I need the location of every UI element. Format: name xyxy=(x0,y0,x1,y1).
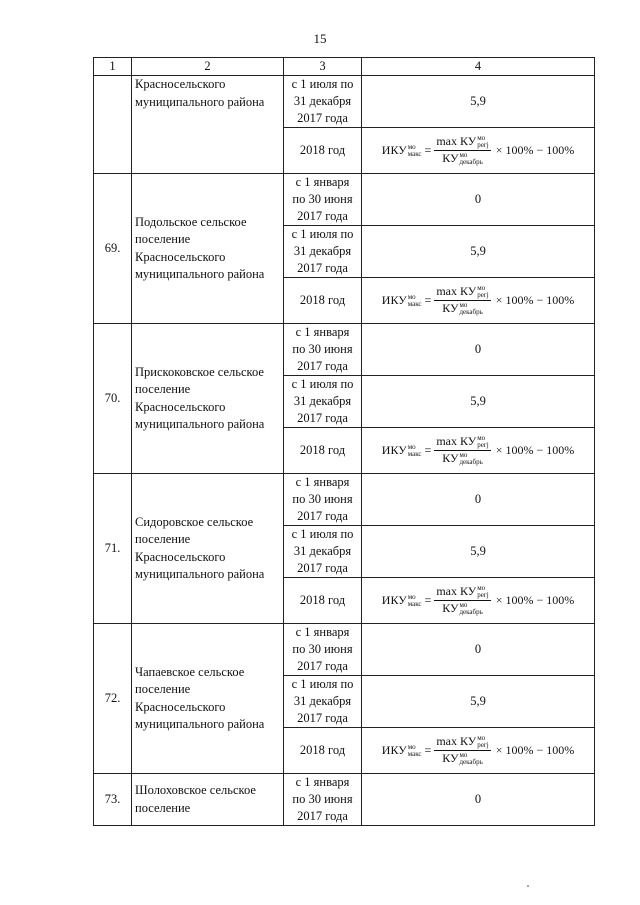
formula-rhs: × 100% − 100% xyxy=(495,743,575,757)
formula-lhs-indices xyxy=(408,294,422,308)
formula-den-sup: мо xyxy=(459,301,468,310)
formula-num-sup: мо xyxy=(477,584,486,592)
formula-lhs xyxy=(382,443,432,458)
formula-fraction xyxy=(434,735,490,767)
period-line: с 1 июля по xyxy=(291,527,354,541)
value-cell: 5,9 xyxy=(362,676,595,728)
page-number: 15 xyxy=(313,31,327,46)
formula-lhs-indices xyxy=(408,744,422,758)
period-cell xyxy=(284,324,362,376)
formula-den-text: КУ xyxy=(442,301,459,315)
formula-lhs-sub: макс xyxy=(407,150,422,159)
entity-name-line: поселение xyxy=(135,682,191,696)
period-line: 2017 года xyxy=(297,261,348,275)
entity-name-line: Сидоровское сельское xyxy=(135,514,254,529)
period-line: с 1 января xyxy=(295,475,350,489)
row-number-cell: 71. xyxy=(94,474,132,624)
entity-name-line: Красносельского xyxy=(135,699,226,714)
formula-lhs-sup: мо xyxy=(407,593,416,602)
period-cell xyxy=(284,676,362,728)
formula-rhs: × 100% − 100% xyxy=(495,593,575,607)
period-line: по 30 июня xyxy=(292,342,353,356)
entity-name-line: Подольское сельское xyxy=(135,214,247,229)
formula-lhs-sub: макс xyxy=(407,450,422,459)
entity-name-line: Красносельского xyxy=(135,249,226,264)
row-number-cell xyxy=(94,76,132,174)
formula-numerator xyxy=(434,585,490,601)
formula-den-indices xyxy=(459,752,482,766)
formula-den-text: КУ xyxy=(442,601,459,615)
formula-rhs: × 100% − 100% xyxy=(495,143,575,157)
row-number-cell: 72. xyxy=(94,624,132,774)
table-row xyxy=(94,76,595,128)
formula-numerator xyxy=(434,285,490,301)
header-cell-4: 4 xyxy=(362,58,595,76)
table-row xyxy=(94,324,595,376)
period-cell xyxy=(284,474,362,526)
period-line: 2017 года xyxy=(297,111,348,125)
formula-lhs-sup: мо xyxy=(407,293,416,302)
period-line: по 30 июня xyxy=(292,792,353,806)
period-cell xyxy=(284,128,362,174)
formula-lhs-sub: макс xyxy=(407,300,422,309)
formula-rhs: × 100% − 100% xyxy=(495,293,575,307)
period-line: 2017 года xyxy=(297,659,348,673)
formula-num-sub: регj xyxy=(477,141,489,149)
period-cell xyxy=(284,278,362,324)
formula-den-indices xyxy=(459,302,482,316)
entity-name-line: Красносельского xyxy=(135,77,226,91)
period-line: с 1 июля по xyxy=(291,377,354,391)
period-line: с 1 июля по xyxy=(291,227,354,241)
formula-num-sub: регj xyxy=(477,741,489,749)
header-cell-3: 3 xyxy=(284,58,362,76)
table-row xyxy=(94,624,595,676)
period-cell xyxy=(284,728,362,774)
formula-num-text: max КУ xyxy=(436,133,477,148)
entity-name-line: Прискоковское сельское xyxy=(135,364,264,379)
formula-denominator xyxy=(434,451,490,466)
header-cell-1: 1 xyxy=(94,58,132,76)
period-line: 2018 год xyxy=(299,593,346,607)
formula-equals: = xyxy=(421,592,432,607)
value-cell: 0 xyxy=(362,774,595,826)
formula-num-sup: мо xyxy=(477,134,486,142)
formula-lhs-indices xyxy=(408,594,422,608)
entity-name-line: поселение xyxy=(135,382,191,396)
formula-lhs-sub: макс xyxy=(407,600,422,609)
value-cell: 5,9 xyxy=(362,376,595,428)
formula-den-sup: мо xyxy=(459,751,468,760)
formula-den-sub: декабрь xyxy=(459,308,483,317)
formula-denominator xyxy=(434,601,490,616)
period-line: по 30 июня xyxy=(292,192,353,206)
formula-cell xyxy=(362,128,595,174)
formula-num-text: max КУ xyxy=(436,283,477,298)
period-cell xyxy=(284,226,362,278)
period-cell xyxy=(284,774,362,826)
formula-den-text: КУ xyxy=(442,751,459,765)
formula-den-sub: декабрь xyxy=(459,758,483,767)
formula-lhs xyxy=(382,743,432,758)
entity-name-line: поселение xyxy=(135,800,191,815)
formula-fraction xyxy=(434,585,490,617)
formula-lhs-sub: макс xyxy=(407,750,422,759)
entity-name-line: муниципального района xyxy=(135,267,265,281)
table-header-row xyxy=(94,58,595,76)
entity-name-line: Красносельского xyxy=(135,399,226,414)
scan-speck xyxy=(527,885,529,887)
period-cell xyxy=(284,624,362,676)
formula-den-sub: декабрь xyxy=(459,158,483,167)
period-line: 2017 года xyxy=(297,711,348,725)
tariff-table xyxy=(93,57,595,826)
entity-name-line: Шолоховское сельское xyxy=(135,783,256,797)
formula-den-indices xyxy=(459,602,482,616)
entity-name-cell xyxy=(132,324,284,474)
period-line: 31 декабря xyxy=(293,694,352,708)
entity-name-line: поселение xyxy=(135,232,191,246)
entity-name-line: поселение xyxy=(135,532,191,546)
entity-name-line: муниципального района xyxy=(135,717,265,731)
table-row xyxy=(94,774,595,826)
formula-lhs-sup: мо xyxy=(407,743,416,752)
formula-den-text: КУ xyxy=(442,151,459,165)
period-line: с 1 июля по xyxy=(291,677,354,691)
period-line: 2018 год xyxy=(299,443,346,457)
formula-num-indices xyxy=(477,135,488,149)
period-line: 2017 года xyxy=(297,359,348,373)
formula-equals: = xyxy=(421,292,432,307)
row-number-cell: 73. xyxy=(94,774,132,826)
formula-num-indices xyxy=(477,735,488,749)
header-cell-2: 2 xyxy=(132,58,284,76)
period-line: с 1 января xyxy=(295,175,350,189)
period-line: 2017 года xyxy=(297,411,348,425)
period-line: 31 декабря xyxy=(293,544,352,558)
formula-lhs-sup: мо xyxy=(407,443,416,452)
period-line: с 1 июля по xyxy=(291,77,354,91)
table-row xyxy=(94,174,595,226)
formula-num-indices xyxy=(477,285,488,299)
formula-equals: = xyxy=(421,142,432,157)
period-line: 2017 года xyxy=(297,561,348,575)
formula-num-sub: регj xyxy=(477,591,489,599)
value-cell: 0 xyxy=(362,324,595,376)
period-line: 2017 года xyxy=(297,209,348,223)
entity-name-line: муниципального района xyxy=(135,567,265,581)
formula-rhs: × 100% − 100% xyxy=(495,443,575,457)
formula-den-sup: мо xyxy=(459,601,468,610)
formula-cell xyxy=(362,578,595,624)
entity-name-cell xyxy=(132,174,284,324)
row-number-cell: 69. xyxy=(94,174,132,324)
value-cell: 5,9 xyxy=(362,76,595,128)
entity-name-cell xyxy=(132,624,284,774)
formula-denominator xyxy=(434,151,490,166)
formula-den-indices xyxy=(459,152,482,166)
formula-cell xyxy=(362,728,595,774)
formula-fraction xyxy=(434,285,490,317)
formula-lhs xyxy=(382,593,432,608)
formula-den-sub: декабрь xyxy=(459,458,483,467)
formula-numerator xyxy=(434,735,490,751)
formula-fraction xyxy=(434,435,490,467)
period-line: 31 декабря xyxy=(293,94,352,108)
period-line: 2018 год xyxy=(299,293,346,307)
period-line: с 1 января xyxy=(295,325,350,339)
formula-lhs xyxy=(382,143,432,158)
value-cell: 0 xyxy=(362,174,595,226)
entity-name-line: Чапаевское сельское xyxy=(135,664,245,679)
formula-lhs-indices xyxy=(408,444,422,458)
value-cell: 0 xyxy=(362,624,595,676)
formula-lhs-text: ИКУ xyxy=(381,592,407,607)
formula-num-sup: мо xyxy=(477,734,486,742)
formula-numerator xyxy=(434,435,490,451)
formula-denominator xyxy=(434,301,490,316)
formula-den-sub: декабрь xyxy=(459,608,483,617)
formula-num-sup: мо xyxy=(477,284,486,292)
entity-name-line: муниципального района xyxy=(135,94,265,109)
period-cell xyxy=(284,174,362,226)
formula-den-sup: мо xyxy=(459,451,468,460)
formula-den-indices xyxy=(459,452,482,466)
formula-equals: = xyxy=(421,742,432,757)
formula-lhs-indices xyxy=(408,144,422,158)
period-line: 2018 год xyxy=(299,143,346,157)
period-line: 2017 года xyxy=(297,509,348,523)
period-cell xyxy=(284,376,362,428)
period-cell xyxy=(284,428,362,474)
formula-lhs-text: ИКУ xyxy=(381,442,407,457)
table-row xyxy=(94,474,595,526)
period-line: по 30 июня xyxy=(292,492,353,506)
value-cell: 5,9 xyxy=(362,526,595,578)
period-line: с 1 января xyxy=(295,625,350,639)
formula-lhs-text: ИКУ xyxy=(381,292,407,307)
period-line: по 30 июня xyxy=(292,642,353,656)
period-cell xyxy=(284,526,362,578)
entity-name-cell xyxy=(132,774,284,826)
value-cell: 5,9 xyxy=(362,226,595,278)
formula-lhs xyxy=(382,293,432,308)
formula-num-sup: мо xyxy=(477,434,486,442)
entity-name-cell xyxy=(132,76,284,174)
formula-num-indices xyxy=(477,585,488,599)
formula-num-sub: регj xyxy=(477,291,489,299)
formula-lhs-text: ИКУ xyxy=(381,142,407,157)
entity-name-cell xyxy=(132,474,284,624)
period-cell xyxy=(284,76,362,128)
value-cell: 0 xyxy=(362,474,595,526)
entity-name-line: Красносельского xyxy=(135,549,226,564)
period-line: 31 декабря xyxy=(293,394,352,408)
formula-denominator xyxy=(434,751,490,766)
period-line: 2018 год xyxy=(299,743,346,757)
formula-den-sup: мо xyxy=(459,151,468,160)
formula-fraction xyxy=(434,135,490,167)
period-line: 31 декабря xyxy=(293,244,352,258)
formula-num-text: max КУ xyxy=(436,733,477,748)
formula-numerator xyxy=(434,135,490,151)
row-number-cell: 70. xyxy=(94,324,132,474)
entity-name-line: муниципального района xyxy=(135,417,265,431)
formula-lhs-text: ИКУ xyxy=(381,742,407,757)
formula-cell xyxy=(362,428,595,474)
period-line: с 1 января xyxy=(295,775,350,789)
formula-num-indices xyxy=(477,435,488,449)
formula-equals: = xyxy=(421,442,432,457)
formula-num-text: max КУ xyxy=(436,433,477,448)
formula-lhs-sup: мо xyxy=(407,143,416,152)
period-cell xyxy=(284,578,362,624)
formula-num-text: max КУ xyxy=(436,583,477,598)
formula-num-sub: регj xyxy=(477,441,489,449)
formula-den-text: КУ xyxy=(442,451,459,465)
formula-cell xyxy=(362,278,595,324)
period-line: 2017 года xyxy=(297,809,348,823)
